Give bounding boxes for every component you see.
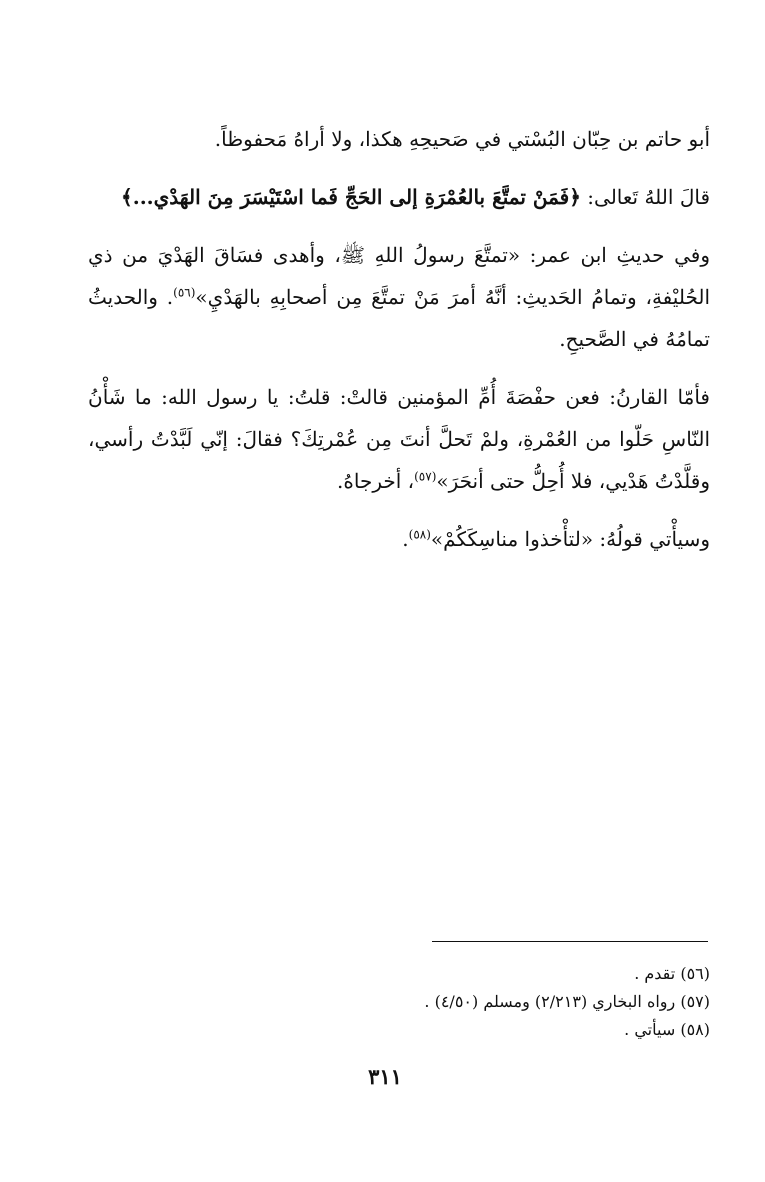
footnote-ref-56[interactable]: (٥٦) <box>173 285 196 300</box>
paragraph-2-prefix: قالَ اللهُ تَعالى: <box>580 185 710 209</box>
paragraph-3 <box>88 234 710 360</box>
paragraph-4-text: فأمّا القارنُ: فعن حفْصَةَ أُمِّ المؤمنين قالتْ: قلتُ: يا رسول الله: ما شَأْنُ النّاسِ حَلّوا من العُمْرةِ، ولمْ تَحلَّ أنتَ مِن عُمْرتِكَ؟ فقالَ: إنّي لَبَّدْتُ رأسي، وقلَّدْتُ هَدْيي، فلا أُحِلُّ حتى أنحَرَ» <box>88 385 710 493</box>
paragraph-3-tail: . والحديثُ تمامُهُ في الصَّحيحِ. <box>88 285 710 351</box>
paragraph-2 <box>88 176 710 218</box>
paragraph-4 <box>88 376 710 502</box>
paragraph-1 <box>88 118 710 160</box>
footnote-ref-57[interactable]: (٥٧) <box>414 469 437 484</box>
page-number: ٣١١ <box>368 1064 402 1089</box>
footnote-ref-58[interactable]: (٥٨) <box>408 527 431 542</box>
paragraph-5-tail: . <box>402 527 409 551</box>
paragraph-4-tail: ، أخرجاهُ. <box>337 469 415 493</box>
paragraph-1-text: أبو حاتم بن حِبّان البُسْتي في صَحيحِهِ هكذا، ولا أراهُ مَحفوظاً. <box>214 127 710 151</box>
paragraph-3-text: وفي حديثِ ابن عمر: «تمتَّعَ رسولُ اللهِ ﷺ، وأهدى فسَاقَ الهَدْيَ من ذي الحُليْفةِ، وتمامُ الحَديثِ: أنَّهُ أمرَ مَنْ تمتَّعَ مِن أصحابِهِ بالهَدْيِ» <box>88 243 710 309</box>
quran-verse: ﴿فَمَنْ تمتَّعَ بالعُمْرَةِ إلى الحَجِّ فَما اسْتَيْسَرَ مِنَ الهَدْي...﴾ <box>121 185 581 209</box>
footnote-57: (٥٧) رواه البخاري (٢/٢١٣) ومسلم (٤/٥٠) . <box>424 992 710 1011</box>
footnote-divider <box>432 941 708 942</box>
footnotes-section <box>300 960 710 1044</box>
main-text-body <box>88 118 710 576</box>
footnote-56: (٥٦) تقدم . <box>634 964 710 983</box>
paragraph-5-text: وسيأْتي قولُهُ: «لتأْخذوا مناسِكَكُمْ» <box>430 527 710 551</box>
paragraph-5 <box>88 518 710 560</box>
footnote-58: (٥٨) سيأتي . <box>624 1020 710 1039</box>
